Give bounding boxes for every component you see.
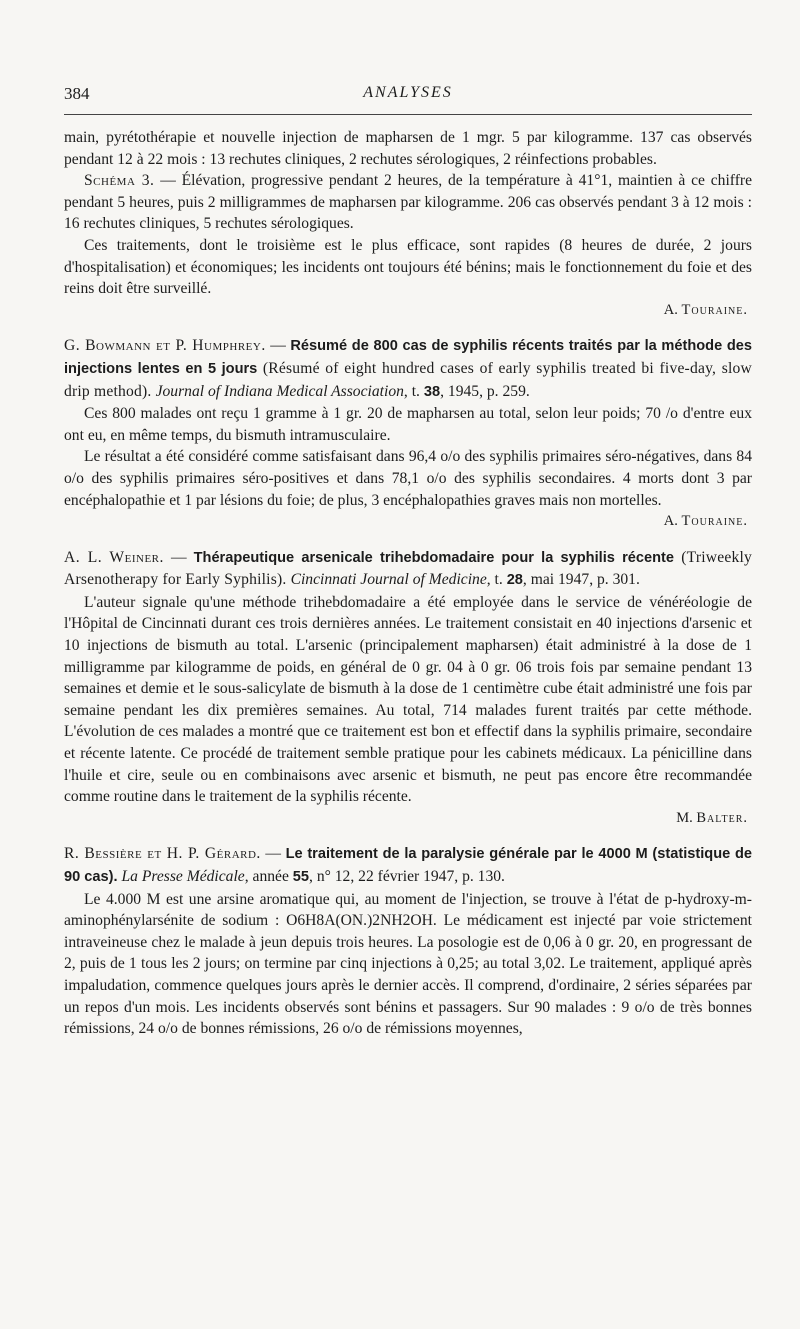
signature-initial: A. — [663, 301, 682, 318]
article-paragraph: main, pyrétothérapie et nouvelle injection de mapharsen de 1 mgr. 5 par kilogramme. 137 cas observés pendant 12 à 22 mois : 13 rechutes cliniques, 2 rechutes sérologiques, 2 réinfections probables. — [64, 129, 752, 168]
ref-dash: — — [163, 548, 194, 566]
signature-name: Touraine. — [681, 513, 748, 530]
page-number: 384 — [64, 84, 90, 103]
signature-name: Balter. — [696, 809, 748, 826]
signature-name: Touraine. — [681, 301, 748, 318]
ref-dash: — — [260, 845, 286, 863]
header-rule — [64, 114, 752, 115]
ref-details: , 1945, p. 259. — [440, 382, 530, 400]
schema-text: — Élévation, progressive pendant 2 heures, de la température à 41°1, maintien à ce chiffre pendant 5 heures, puis 2 milligrammes de mapharsen par kilogramme. 206 cas observés pendant 3 à 12 mois : 16 rechutes cliniques, 5 rechutes sérologiques. — [64, 172, 752, 233]
article-reference — [64, 547, 752, 592]
article-paragraph: L'auteur signale qu'une méthode trihebdomadaire a été employée dans le service de vénéréologie de l'Hôpital de Cincinnati durant ces trois dernières années. Le traitement consistait en 40 injections d'arsenic et 10 injections de bismuth au total. L'arsenic (principalement mapharsen) était administré à la dose de 1 milligramme par kilogramme de poids, en général de 0 gr. 04 à 0 gr. 06 trois fois par semaine pendant 13 semaines et demie et le sous-salicylate de bismuth à la dose de 1 centimètre cube était administré une fois par semaine pendant les dix premières semaines. Au total, 714 malades furent traités par cette méthode. L'évolution de ces malades a montré que ce traitement est bon et effectif dans la syphilis primaire, secondaire et récente latente. Ce procédé de traitement semble pratique pour les cabinets médicaux. La pénicilline dans l'huile et cire, seule ou en combinaisons avec arsenic et bismuth, ne peut pas encore être recommandée comme routine dans le traitement de la syphilis récente. — [64, 593, 752, 806]
volume-number: 28 — [506, 572, 523, 589]
spacer — [64, 533, 752, 547]
original-title: (Résumé of eight hundred cases of early syphilis treated bi five-day, slow drip method). — [64, 359, 752, 400]
article-title: Thérapeutique arsenicale trihebdomadaire pour la syphilis récente — [193, 549, 675, 566]
journal-name: La Presse Médicale — [117, 868, 245, 885]
volume-prefix: , t. — [403, 382, 424, 400]
volume-number: 55 — [292, 869, 310, 885]
article-title: Résumé de 800 cas de syphilis récents traités par la méthode des injections lentes en 5 jours — [64, 338, 753, 377]
volume-prefix: , année — [244, 868, 293, 885]
article-title: Le traitement de la paralysie générale par le 4000 M (statistique de 90 cas). — [64, 846, 753, 885]
article-authors: R. Bessière et H. P. Gérard. — [64, 845, 261, 863]
article-paragraph: Ces traitements, dont le troisième est le plus efficace, sont rapides (8 heures de durée, 2 jours d'hospitalisation) et économiques; les incidents ont toujours été bénins; mais le fonctionnement du foie et des reins doit être surveillé. — [64, 236, 752, 298]
signature — [64, 511, 752, 533]
article-paragraph: Ces 800 malades ont reçu 1 gramme à 1 gr. 20 de mapharsen au total, selon leur poids; 70 /o d'entre eux ont eu, en même temps, du bismuth intramusculaire. — [64, 405, 752, 444]
running-head — [64, 84, 752, 114]
article-reference — [64, 843, 752, 888]
spacer — [64, 829, 752, 843]
ref-details: , n° 12, 22 février 1947, p. 130. — [309, 868, 505, 885]
document-page — [64, 84, 752, 1040]
signature-initial: M. — [676, 809, 697, 826]
ref-dash: — — [265, 337, 291, 355]
spacer — [64, 321, 752, 335]
volume-prefix: , t. — [486, 571, 507, 589]
article-authors: A. L. Weiner. — [64, 548, 164, 566]
volume-number: 38 — [423, 383, 441, 400]
article-paragraph: Le 4.000 M est une arsine aromatique qui, au moment de l'injection, se trouve à l'état de p-hydroxy-m-aminophénylarsénite de sodium : O6H8A(ON.)2NH2OH. Le médicament est injecté par voie strictement intraveineuse chez le malade à jeun depuis trois heures. La posologie est de 0,06 à 0 gr. 20, en progressant de 2, puis de 1 tous les 2 jours; on termine par cinq injections à 0,25; au total 3,02. Le traitement, appliqué après impaludation, commence quelques jours après le dernier accès. Il comprend, d'ordinaire, 2 séries séparées par un repos d'un mois. Les incidents observés sont bénins et passagers. Sur 90 malades : 9 o/o de très bonnes rémissions, 24 o/o de bonnes rémissions, 26 o/o de rémissions moyennes, — [64, 890, 752, 1038]
article-weiner — [64, 547, 752, 830]
signature — [64, 808, 752, 830]
running-title: ANALYSES — [363, 84, 453, 101]
article-bessiere — [64, 843, 752, 1039]
journal-name: Cincinnati Journal of Medicine — [290, 571, 487, 589]
article-paragraph: Le résultat a été considéré comme satisfaisant dans 96,4 o/o des syphilis primaires séro-négatives, dans 84 o/o des syphilis primaires séro-positives et dans 78,1 o/o des syphilis secondaires. 4 morts dont 3 par encéphalopathie et 1 par lésions du foie; de plus, 3 encéphalopathies graves mais non mortelles. — [64, 448, 752, 509]
article-reference — [64, 335, 752, 403]
article-paragraph — [64, 170, 752, 235]
original-title: (Triweekly Arsenotherapy for Early Syphilis). — [64, 548, 752, 589]
article-bowmann — [64, 335, 752, 532]
article-continued — [64, 127, 752, 321]
article-authors: G. Bowmann et P. Humphrey. — [64, 337, 266, 355]
journal-name: Journal of Indiana Medical Association — [155, 382, 404, 400]
ref-details: , mai 1947, p. 301. — [522, 571, 640, 589]
signature-initial: A. — [663, 513, 682, 530]
signature — [64, 300, 752, 322]
schema-label: Schéma 3. — [84, 172, 155, 190]
